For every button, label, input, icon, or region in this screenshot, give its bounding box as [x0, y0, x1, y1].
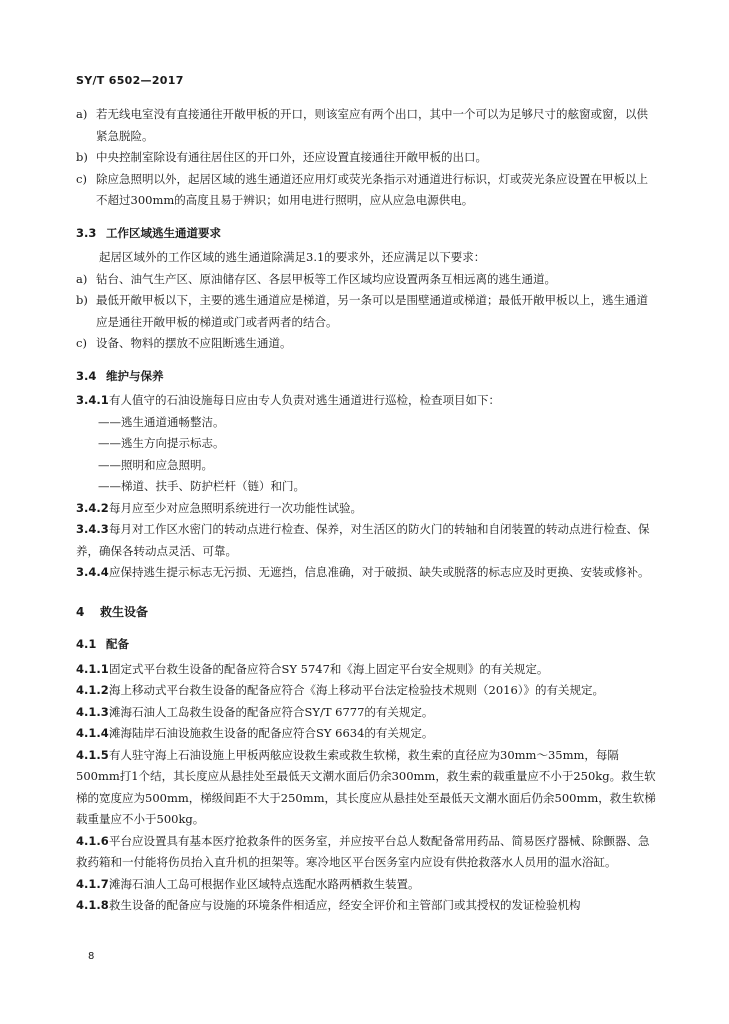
section-number: 3.4: [76, 368, 97, 383]
clause-4-1-4: [76, 723, 656, 745]
clause-number: 3.4.4: [76, 565, 109, 579]
dash-item: ——照明和应急照明。: [98, 457, 213, 472]
clause-4-1-5: [76, 745, 656, 831]
list-text: 最低开敞甲板以下，主要的逃生通道应是梯道，另一条可以是围壁通道或梯道；最低开敞甲板以上，逃生通道应是通往开敞甲板的梯道或门或者两者的结合。: [96, 293, 648, 329]
list-item-a: [76, 104, 656, 147]
dash-item: ——梯道、扶手、防护栏杆（链）和门。: [98, 479, 305, 493]
dash-item: ——逃生通道通畅整洁。: [98, 414, 225, 429]
clause-number: 4.1.1: [76, 661, 109, 676]
clause-number: 4.1.2: [76, 683, 109, 697]
list-marker: a): [76, 271, 88, 286]
list-marker: b): [76, 150, 88, 164]
list-item-b: [76, 147, 656, 169]
chapter-title: 救生设备: [100, 604, 149, 619]
clause-number: 4.1.6: [76, 833, 109, 848]
clause-number: 4.1.8: [76, 898, 109, 912]
page-number: 8: [88, 951, 95, 962]
list-marker: b): [76, 293, 88, 307]
list-item-a: [76, 269, 656, 291]
list-item-b: [76, 290, 656, 333]
list-marker: c): [76, 336, 87, 350]
page-content: [76, 104, 656, 917]
clause-4-1-8: [76, 895, 656, 917]
clause-text: 每月对工作区水密门的转动点进行检查、保养，对生活区的防火门的转轴和自闭装置的转动点进行检查、保养，确保各转动点灵活、可靠。: [76, 522, 650, 558]
clause-3-4-3: [76, 519, 656, 562]
clause-text: 滩海陆岸石油设施救生设备的配备应符合SY 6634的有关规定。: [109, 726, 434, 740]
clause-text: 滩海石油人工岛救生设备的配备应符合SY/T 6777的有关规定。: [109, 704, 434, 719]
list-marker: a): [76, 107, 88, 121]
list-text: 设备、物料的摆放不应阻断逃生通道。: [96, 336, 292, 350]
clause-number: 4.1.4: [76, 726, 109, 740]
list-item-c: [76, 333, 656, 355]
list-text: 钻台、油气生产区、原油储存区、各层甲板等工作区域均应设置两条互相远离的逃生通道。: [96, 271, 556, 286]
standard-number-header: SY/T 6502—2017: [76, 74, 184, 87]
clause-number: 4.1.3: [76, 704, 109, 719]
clause-4-1-1: [76, 659, 656, 681]
clause-4-1-6: [76, 831, 656, 874]
clause-3-4-4: [76, 562, 656, 584]
clause-text: 有人驻守海上石油设施上甲板两舷应设救生索或救生软梯，救生索的直径应为30mm～35mm，每隔500mm打1个结，其长度应从悬挂处至最低天文潮水面后仍余300mm，救生索的载重量应不小于250kg。救生软梯的宽度应为500mm，梯级间距不大于250mm，其长度应从悬挂处至最低天文潮水面后仍余500mm，救生软梯载重量应不小于500kg。: [76, 747, 656, 826]
section-3-3-heading: [76, 223, 656, 245]
clause-3-4-2: [76, 498, 656, 520]
list-item-c: [76, 169, 656, 212]
chapter-number: 4: [76, 604, 85, 619]
clause-text: 平台应设置具有基本医疗抢救条件的医务室，并应按平台总人数配备常用药品、简易医疗器械、除颤器、急救药箱和一付能将伤员抬入直升机的担架等。寒冷地区平台医务室内应设有供抢救落水人员用的温水浴缸。: [76, 833, 650, 869]
list-text: 若无线电室没有直接通往开敞甲板的开口，则该室应有两个出口，其中一个可以为足够尺寸的舷窗或窗，以供紧急脱险。: [96, 107, 648, 143]
dash-item: ——逃生方向提示标志。: [98, 436, 225, 450]
clause-4-1-7: [76, 874, 656, 896]
clause-4-1-3: [76, 702, 656, 724]
clause-text: 救生设备的配备应与设施的环境条件相适应，经安全评价和主管部门或其授权的发证检验机构: [109, 898, 581, 912]
chapter-4-heading: [76, 602, 656, 624]
clause-text: 海上移动式平台救生设备的配备应符合《海上移动平台法定检验技术规则（2016）》的有关规定。: [109, 683, 605, 697]
list-marker: c): [76, 171, 87, 186]
section-number: 3.3: [76, 225, 97, 240]
clause-number: 3.4.3: [76, 522, 109, 536]
clause-text: 有人值守的石油设施每日应由专人负责对逃生通道进行巡检，检查项目如下：: [109, 393, 500, 407]
section-number: 4.1: [76, 637, 97, 651]
section-4-1-heading: [76, 634, 656, 656]
section-3-4-heading: [76, 366, 656, 388]
clause-number: 3.4.2: [76, 500, 109, 515]
section-title: 工作区域逃生通道要求: [106, 225, 221, 240]
clause-number: 3.4.1: [76, 393, 109, 407]
clause-text: 每月应至少对应急照明系统进行一次功能性试验。: [109, 500, 362, 515]
list-text: 中央控制室除设有通往居住区的开口外，还应设置直接通往开敞甲板的出口。: [96, 150, 487, 164]
clause-4-1-2: [76, 680, 656, 702]
clause-3-4-1: [76, 390, 656, 412]
section-title: 配备: [106, 637, 129, 651]
section-title: 维护与保养: [106, 368, 164, 383]
clause-text: 滩海石油人工岛可根据作业区域特点选配水路两栖救生装置。: [109, 876, 420, 891]
clause-text: 固定式平台救生设备的配备应符合SY 5747和《海上固定平台安全规则》的有关规定。: [109, 661, 549, 676]
clause-number: 4.1.5: [76, 747, 109, 762]
section-3-3-intro: 起居区域外的工作区域的逃生通道除满足3.1的要求外，还应满足以下要求：: [99, 250, 486, 264]
clause-number: 4.1.7: [76, 876, 109, 891]
list-text: 除应急照明以外，起居区域的逃生通道还应用灯或荧光条指示对通道进行标识，灯或荧光条应设置在甲板以上不超过300mm的高度且易于辨识；如用电进行照明，应从应急电源供电。: [96, 171, 648, 207]
clause-text: 应保持逃生提示标志无污损、无遮挡，信息准确，对于破损、缺失或脱落的标志应及时更换、安装或修补。: [109, 565, 650, 579]
